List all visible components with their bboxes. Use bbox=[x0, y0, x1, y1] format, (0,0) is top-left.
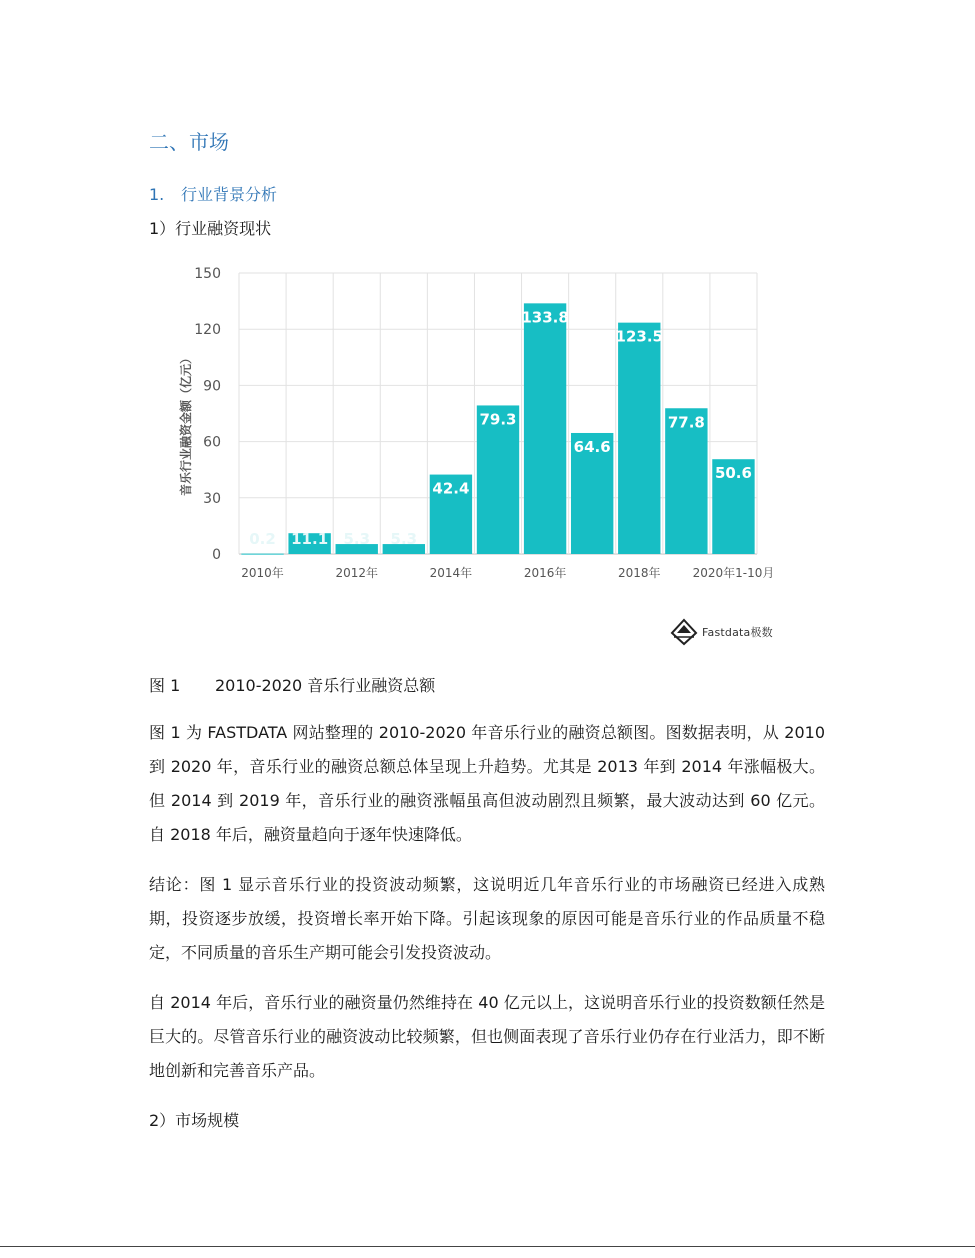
financing-bar-chart bbox=[172, 258, 792, 588]
y-tick-label: 0 bbox=[212, 547, 221, 563]
x-tick-label: 2012年 bbox=[335, 566, 379, 580]
bar bbox=[524, 303, 566, 554]
x-tick-label: 2020年1-10月 bbox=[692, 566, 775, 580]
bar-value-label: 5.3 bbox=[390, 530, 418, 548]
figure-caption bbox=[149, 673, 435, 696]
bar bbox=[241, 554, 283, 555]
y-tick-label: 150 bbox=[194, 266, 221, 282]
y-tick-label: 90 bbox=[203, 378, 221, 395]
subsection-number: 1. bbox=[149, 185, 165, 204]
y-tick-label: 120 bbox=[194, 322, 221, 339]
bar-value-label: 0.2 bbox=[249, 530, 276, 548]
figure-caption-text: 2010-2020 音乐行业融资总额 bbox=[215, 676, 436, 695]
item2-title: 2）市场规模 bbox=[149, 1111, 240, 1130]
bar-value-label: 11.1 bbox=[291, 530, 329, 548]
bar-value-label: 77.8 bbox=[667, 413, 705, 432]
fastdata-logo-icon bbox=[670, 618, 698, 646]
x-tick-label: 2010年 bbox=[241, 566, 284, 580]
x-tick-label: 2016年 bbox=[523, 566, 567, 580]
bar-value-label: 123.5 bbox=[615, 327, 663, 346]
paragraph-2: 结论：图 1 显示音乐行业的投资波动频繁，这说明近几年音乐行业的市场融资已经进入成熟期，投资逐步放缓，投资增长率开始下降。引起该现象的原因可能是音乐行业的作品质量不稳定，不同质量的音乐生产期可能会引发投资波动。 bbox=[149, 875, 825, 962]
subsection-text: 行业背景分析 bbox=[181, 185, 278, 204]
page-bottom-rule bbox=[0, 1246, 975, 1247]
paragraph-1: 图 1 为 FASTDATA 网站整理的 2010-2020 年音乐行业的融资总额图。图数据表明，从 2010 到 2020 年，音乐行业的融资总额总体呈现上升趋势。尤其是 2013 年到 2014 年涨幅极大。但 2014 到 2019 年，音乐行业的融资涨幅虽高但波动剧烈且频繁，最大波动达到 60 亿元。自 2018 年后，融资量趋向于逐年快速降低。 bbox=[149, 723, 825, 844]
fastdata-logo-text: Fastdata极数 bbox=[702, 626, 773, 639]
figure-number: 图 1 bbox=[149, 676, 181, 695]
bar-value-label: 42.4 bbox=[432, 479, 470, 498]
bar-value-label: 79.3 bbox=[479, 410, 517, 429]
bar-value-label: 64.6 bbox=[573, 437, 611, 456]
x-tick-label: 2018年 bbox=[617, 566, 661, 580]
subsection-title bbox=[149, 182, 277, 205]
y-tick-label: 30 bbox=[203, 490, 221, 507]
y-axis-label: 音乐行业融资金额（亿元） bbox=[179, 351, 193, 497]
bar-value-label: 50.6 bbox=[714, 464, 752, 483]
bar bbox=[618, 323, 660, 554]
y-tick-label: 60 bbox=[203, 434, 221, 451]
bar-value-label: 5.3 bbox=[343, 530, 371, 548]
section-title: 二、市场 bbox=[149, 130, 229, 154]
fastdata-logo bbox=[670, 618, 773, 646]
bar-value-label: 133.8 bbox=[521, 308, 569, 327]
item1-title: 1）行业融资现状 bbox=[149, 219, 272, 238]
x-tick-label: 2014年 bbox=[429, 566, 473, 580]
paragraph-3: 自 2014 年后，音乐行业的融资量仍然维持在 40 亿元以上，这说明音乐行业的投资数额任然是巨大的。尽管音乐行业的融资波动比较频繁，但也侧面表现了音乐行业仍存在行业活力，即不断地创新和完善音乐产品。 bbox=[149, 993, 825, 1080]
